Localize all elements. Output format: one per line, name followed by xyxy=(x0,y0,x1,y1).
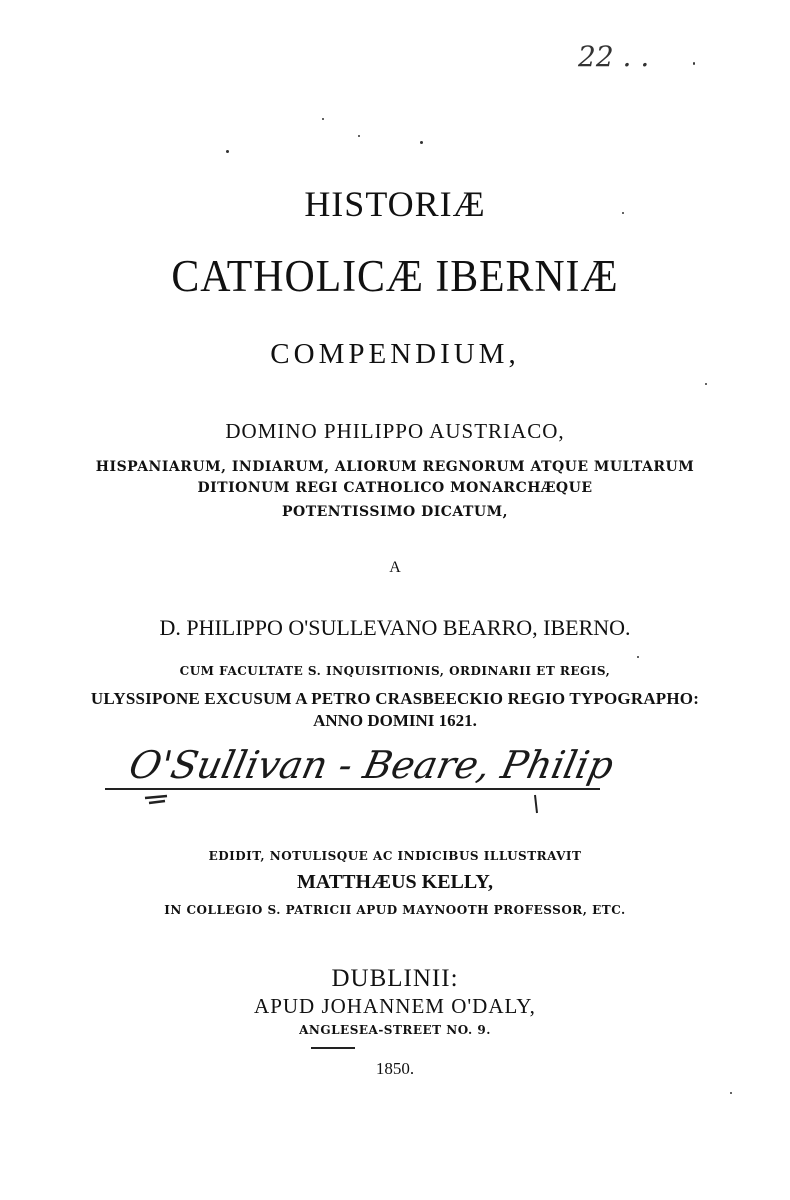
paper-speck xyxy=(358,135,360,137)
title-line-3: COMPENDIUM, xyxy=(270,338,520,370)
editor-name: MATTHÆUS KELLY, xyxy=(297,871,493,893)
dedication-line-4: POTENTISSIMO DICATUM, xyxy=(281,504,509,520)
editor-affiliation: IN COLLEGIO S. PATRICII APUD MAYNOOTH PROFESSOR, ETC. xyxy=(164,903,626,917)
paper-speck xyxy=(420,141,423,144)
paper-speck xyxy=(622,212,624,214)
imprint-license: CUM FACULTATE S. INQUISITIONIS, ORDINARII ET REGIS, xyxy=(179,664,611,678)
imprint-printer: ULYSSIPONE EXCUSUM A PETRO CRASBEECKIO REGIO TYPOGRAPHO: xyxy=(90,689,700,708)
publisher-address: ANGLESEA-STREET NO. 9. xyxy=(299,1023,491,1037)
title-line-2: CATHOLICÆ IBERNIÆ xyxy=(171,251,619,301)
handwritten-signature xyxy=(105,735,618,815)
signature-text: O'Sullivan - Beare, Philip xyxy=(125,743,618,787)
title-line-1: HISTORIÆ xyxy=(304,184,486,224)
imprint-year: ANNO DOMINI 1621. xyxy=(313,711,477,730)
preposition: A xyxy=(389,559,401,576)
paper-speck xyxy=(693,62,695,65)
author-line: D. PHILIPPO O'SULLEVANO BEARRO, IBERNO. xyxy=(159,615,631,640)
dedication-line-2: HISPANIARUM, INDIARUM, ALIORUM REGNORUM ATQUE MULTARUM xyxy=(95,459,695,475)
shelfmark-handwritten: 22 . . xyxy=(578,40,650,73)
editor-intro: EDIDIT, NOTULISQUE AC INDICIBUS ILLUSTRAVIT xyxy=(208,849,582,863)
divider-rule xyxy=(311,1047,355,1049)
publisher-name: APUD JOHANNEM O'DALY, xyxy=(254,994,536,1018)
dedication-line-3: DITIONUM REGI CATHOLICO MONARCHÆQUE xyxy=(197,480,593,496)
paper-speck xyxy=(226,150,229,153)
paper-speck xyxy=(322,118,324,120)
publisher-city: DUBLINII: xyxy=(331,965,459,992)
publication-year: 1850. xyxy=(375,1059,415,1078)
dedication-line-1: DOMINO PHILIPPO AUSTRIACO, xyxy=(225,419,565,443)
paper-speck xyxy=(705,383,707,385)
paper-speck xyxy=(730,1092,732,1094)
paper-speck xyxy=(637,656,639,658)
